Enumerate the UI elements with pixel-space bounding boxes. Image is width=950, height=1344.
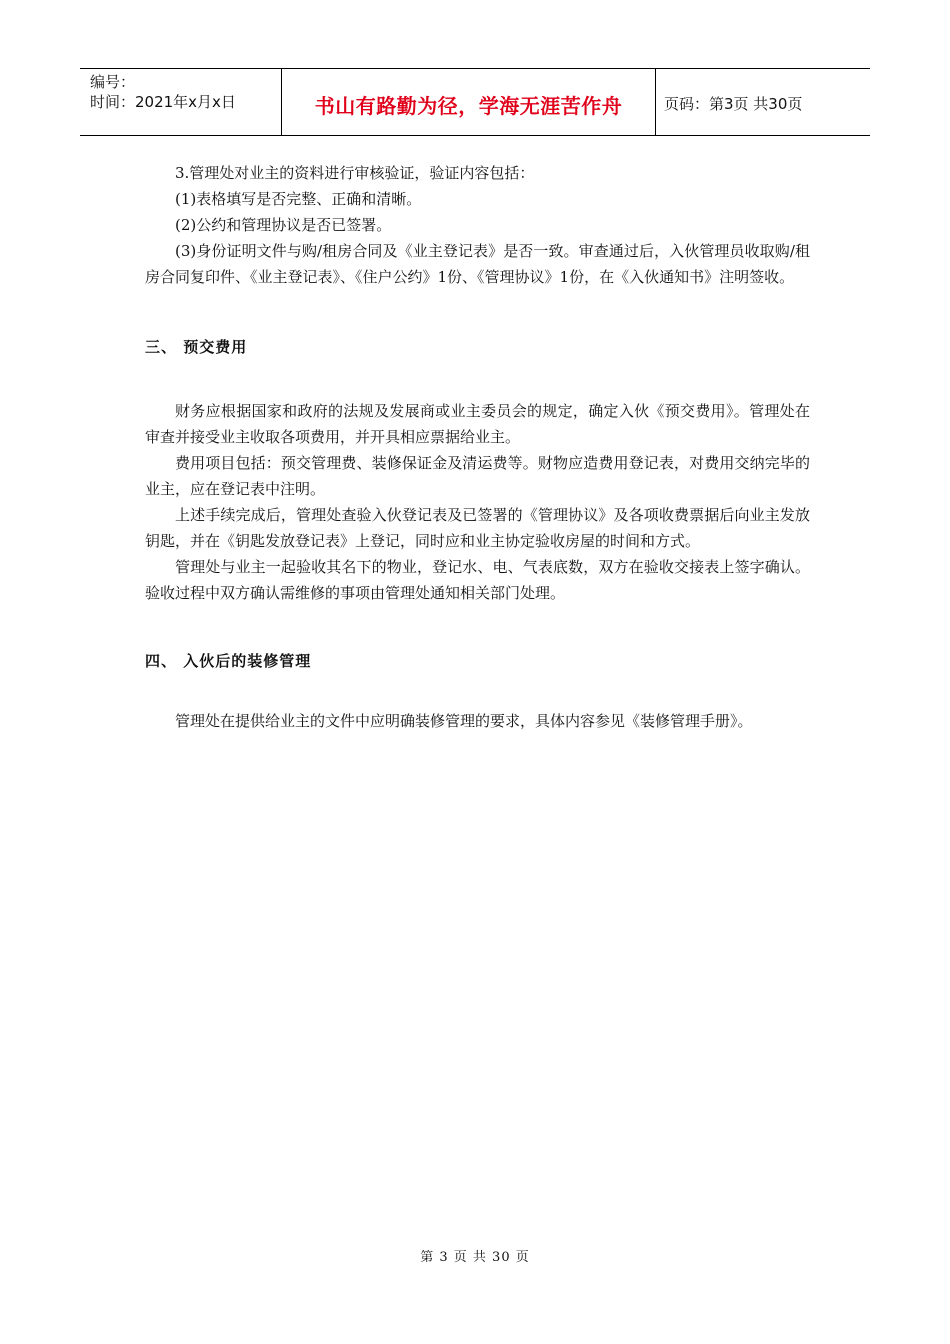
serial-number-label: 编号：	[90, 73, 136, 91]
paragraph: (3)身份证明文件与购/租房合同及《业主登记表》是否一致。审查通过后，入伙管理员收取购/租房合同复印件、《业主登记表》、《住户公约》1份、《管理协议》1份，在《入伙通知书》注明签收。	[145, 242, 810, 286]
header-meta-cell	[80, 69, 282, 135]
date-label: 时间：2021年x月x日	[90, 93, 236, 111]
header-motto: 书山有路勤为径，学海无涯苦作舟	[314, 93, 623, 118]
header-motto-cell	[282, 69, 656, 135]
paragraph: (2)公约和管理协议是否已签署。	[175, 216, 392, 234]
paragraph: 费用项目包括：预交管理费、装修保证金及清运费等。财物应造费用登记表，对费用交纳完毕的业主，应在登记表中注明。	[145, 454, 810, 498]
section-heading: 三、 预交费用	[145, 338, 248, 356]
paragraph: 管理处与业主一起验收其名下的物业，登记水、电、气表底数，双方在验收交接表上签字确认。验收过程中双方确认需维修的事项由管理处通知相关部门处理。	[145, 558, 810, 602]
paragraph: (1)表格填写是否完整、正确和清晰。	[175, 190, 422, 208]
section-heading: 四、 入伙后的装修管理	[145, 652, 312, 670]
paragraph: 财务应根据国家和政府的法规及发展商或业主委员会的规定，确定入伙《预交费用》。管理处在审查并接受业主收取各项费用，并开具相应票据给业主。	[145, 402, 810, 446]
header-page-info: 页码：第3页 共30页	[664, 94, 803, 113]
page-footer	[0, 1246, 950, 1265]
paragraph: 3.管理处对业主的资料进行审核验证，验证内容包括：	[175, 164, 535, 182]
footer-page-number: 第 3 页 共 30 页	[420, 1250, 530, 1265]
paragraph: 管理处在提供给业主的文件中应明确装修管理的要求，具体内容参见《装修管理手册》。	[175, 712, 753, 730]
document-body	[145, 160, 810, 734]
header-page-cell	[656, 69, 870, 135]
paragraph: 上述手续完成后，管理处查验入伙登记表及已签署的《管理协议》及各项收费票据后向业主发放钥匙，并在《钥匙发放登记表》上登记，同时应和业主协定验收房屋的时间和方式。	[145, 506, 810, 550]
document-header	[80, 68, 870, 136]
